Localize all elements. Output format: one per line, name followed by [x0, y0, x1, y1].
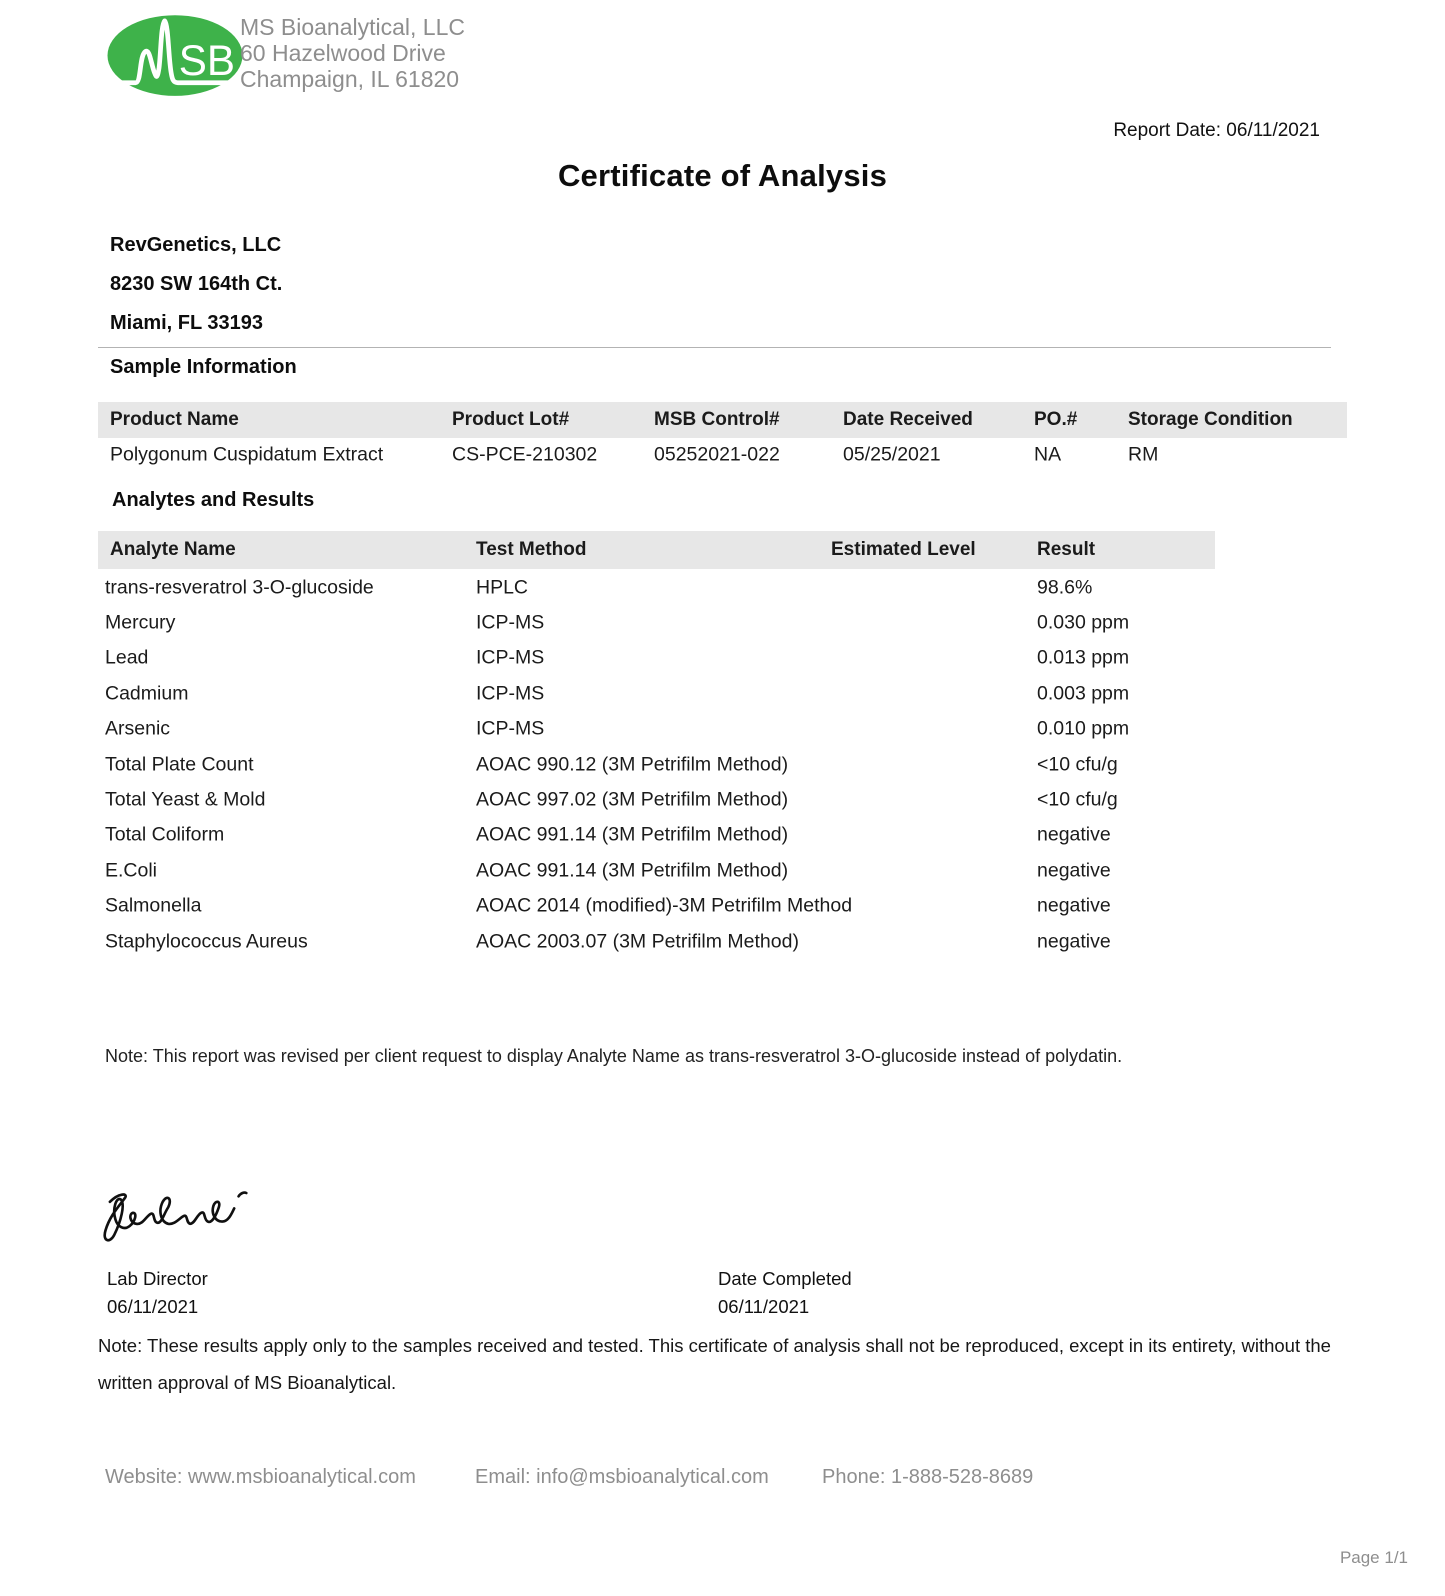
table-row — [98, 605, 1347, 640]
analyte-name: Total Coliform — [105, 823, 225, 846]
analyte-name: Salmonella — [105, 894, 202, 917]
table-row — [98, 924, 1347, 959]
disclaimer-note: Note: These results apply only to the samples received and tested. This certificate of analysis shall not be reproduced, except in its entirety, without the written approval of MS Bioanalytical. — [98, 1335, 1331, 1393]
result-value: negative — [1037, 859, 1111, 882]
result-value: 0.030 ppm — [1037, 611, 1130, 634]
sample-table-header-row — [98, 402, 1347, 438]
result-value: negative — [1037, 894, 1111, 917]
table-row — [98, 747, 1347, 782]
result-value: 0.010 ppm — [1037, 717, 1130, 740]
footer-email: Email: info@msbioanalytical.com — [475, 1466, 769, 1488]
test-method: ICP-MS — [476, 682, 545, 705]
lab-director-label: Lab Director — [107, 1268, 208, 1289]
client-address-block — [110, 226, 282, 343]
analytes-table-header-row — [98, 531, 1215, 569]
analyte-name: trans-resveratrol 3-O-glucoside — [105, 576, 374, 599]
lab-director-date: 06/11/2021 — [107, 1296, 199, 1317]
analytes-results-heading: Analytes and Results — [112, 489, 315, 511]
test-method: AOAC 991.14 (3M Petrifilm Method) — [476, 859, 789, 882]
result-value: 98.6% — [1037, 576, 1093, 599]
revision-note: Note: This report was revised per client request to display Analyte Name as trans-resveratrol 3-O-glucoside instead of polydatin. — [105, 1046, 1123, 1066]
col-result: Result — [1037, 539, 1096, 560]
sample-storage-condition: RM — [1128, 443, 1159, 466]
table-row — [98, 853, 1347, 888]
sample-table-row — [98, 438, 1347, 472]
table-row — [98, 782, 1347, 817]
col-test-method: Test Method — [476, 539, 587, 560]
col-date-received: Date Received — [843, 409, 973, 430]
analyte-name: Staphylococcus Aureus — [105, 930, 308, 953]
result-value: <10 cfu/g — [1037, 788, 1118, 811]
lab-name: MS Bioanalytical, LLC — [240, 14, 465, 40]
test-method: AOAC 2014 (modified)-3M Petrifilm Method — [476, 894, 853, 917]
date-completed-block — [718, 1265, 852, 1321]
table-row — [98, 889, 1347, 924]
client-address2: Miami, FL 33193 — [110, 312, 264, 334]
analyte-name: Total Plate Count — [105, 753, 254, 776]
test-method: ICP-MS — [476, 717, 545, 740]
logo-text: SB — [178, 37, 236, 85]
sample-information-heading: Sample Information — [110, 356, 297, 378]
sample-product-name: Polygonum Cuspidatum Extract — [110, 443, 384, 466]
analyte-name: Cadmium — [105, 682, 189, 705]
section-divider — [98, 347, 1331, 348]
col-msb-control: MSB Control# — [654, 409, 780, 430]
table-row — [98, 570, 1347, 605]
sample-product-lot: CS-PCE-210302 — [452, 443, 598, 466]
table-row — [98, 712, 1347, 747]
col-storage-condition: Storage Condition — [1128, 409, 1293, 430]
table-row — [98, 676, 1347, 711]
document-title: Certificate of Analysis — [557, 158, 888, 193]
col-analyte-name: Analyte Name — [110, 539, 236, 560]
date-completed-label: Date Completed — [718, 1268, 852, 1289]
col-estimated-level: Estimated Level — [831, 539, 976, 560]
sample-date-received: 05/25/2021 — [843, 443, 941, 466]
lab-director-signature — [92, 1182, 262, 1248]
analytes-table-body — [98, 570, 1347, 959]
result-value: <10 cfu/g — [1037, 753, 1118, 776]
result-value: negative — [1037, 930, 1111, 953]
test-method: AOAC 990.12 (3M Petrifilm Method) — [476, 753, 789, 776]
col-product-name: Product Name — [110, 409, 239, 430]
msb-logo-icon — [100, 10, 250, 102]
report-date: Report Date: 06/11/2021 — [1113, 120, 1320, 141]
result-value: 0.003 ppm — [1037, 682, 1130, 705]
result-value: 0.013 ppm — [1037, 646, 1130, 669]
client-name: RevGenetics, LLC — [110, 234, 282, 256]
footer-website: Website: www.msbioanalytical.com — [105, 1466, 416, 1488]
lab-address-block — [240, 14, 465, 92]
client-address1: 8230 SW 164th Ct. — [110, 273, 283, 295]
col-product-lot: Product Lot# — [452, 409, 570, 430]
test-method: HPLC — [476, 576, 529, 599]
sample-msb-control: 05252021-022 — [654, 443, 780, 466]
result-value: negative — [1037, 823, 1111, 846]
test-method: ICP-MS — [476, 646, 545, 669]
page-number: Page 1/1 — [1339, 1548, 1408, 1567]
test-method: AOAC 997.02 (3M Petrifilm Method) — [476, 788, 789, 811]
lab-address-line2: Champaign, IL 61820 — [240, 66, 460, 92]
footer-phone: Phone: 1-888-528-8689 — [822, 1466, 1034, 1488]
contact-footer — [105, 1466, 1345, 1489]
analyte-name: Mercury — [105, 611, 176, 634]
col-po: PO.# — [1034, 409, 1078, 430]
test-method: ICP-MS — [476, 611, 545, 634]
analyte-name: Lead — [105, 646, 149, 669]
sample-po: NA — [1034, 443, 1062, 466]
analyte-name: Total Yeast & Mold — [105, 788, 266, 811]
lab-director-block — [107, 1265, 208, 1321]
table-row — [98, 818, 1347, 853]
analyte-name: Arsenic — [105, 717, 171, 740]
table-row — [98, 641, 1347, 676]
test-method: AOAC 991.14 (3M Petrifilm Method) — [476, 823, 789, 846]
test-method: AOAC 2003.07 (3M Petrifilm Method) — [476, 930, 799, 953]
analyte-name: E.Coli — [105, 859, 158, 882]
date-completed-value: 06/11/2021 — [718, 1296, 810, 1317]
lab-address-line1: 60 Hazelwood Drive — [240, 40, 446, 66]
